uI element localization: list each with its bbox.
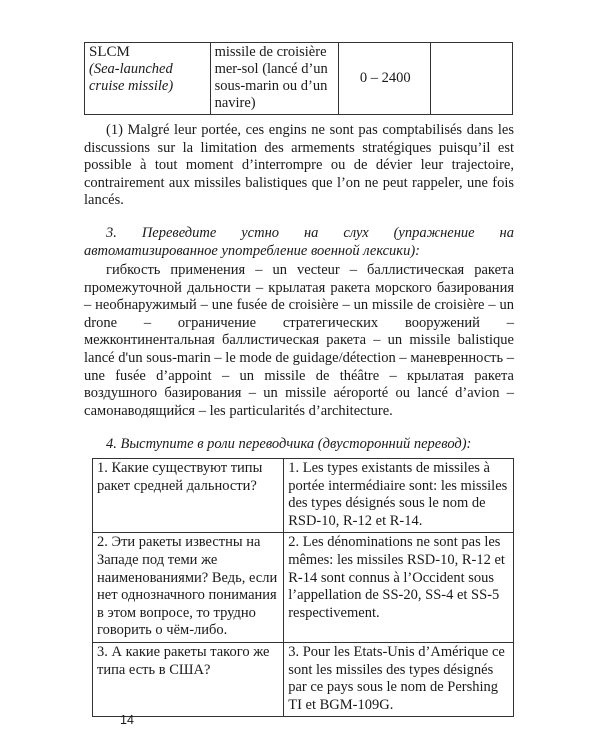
missile-range-cell: 0 – 2400 [339, 43, 431, 115]
interpretation-table [92, 458, 514, 717]
missile-full-name: (Sea-launched cruise missile) [89, 61, 174, 94]
exercise-4-title: 4. Выступите в роли переводчика (двусторонний перевод): [106, 436, 472, 452]
table-row [93, 642, 514, 716]
russian-line-2: 2. Эти ракеты известны на Западе под теми же наименованиями? Ведь, если нет однозначного понимания в этом вопросе, то трудно говорить о чём-либо. [93, 533, 284, 643]
french-line-3: 3. Pour les Etats-Unis d’Amérique ce sont les missiles des types désignés par ce pays sous le nom de Pershing TI et BGM-109G. [284, 642, 514, 716]
russian-line-3: 3. А какие ракеты такого же типа есть в США? [93, 642, 284, 716]
table-row [93, 459, 514, 533]
table-row [93, 533, 514, 643]
french-line-2: 2. Les dénominations ne sont pas les mêmes: les missiles RSD-10, R-12 et R-14 sont connus à l’Occident sous l’appellation de SS-20, SS-4 et SS-5 respectivement. [284, 533, 514, 643]
missile-table [84, 42, 513, 115]
table-row [85, 43, 513, 115]
french-line-1: 1. Les types existants de missiles à portée intermédiaire sont: les missiles des types désignés sous le nom de RSD-10, R-12 et R-14. [284, 459, 514, 533]
page-number: 14 [120, 713, 134, 727]
exercise-3-title: 3. Переведите устно на слух (упражнение на автоматизированное употребление военной лексики): [84, 225, 514, 259]
missile-extra-cell [431, 43, 513, 115]
missile-abbreviation-cell [85, 43, 211, 115]
russian-line-1: 1. Какие существуют типы ракет средней дальности? [93, 459, 284, 533]
exercise-3-body: гибкость применения – un vecteur – баллистическая ракета промежуточной дальности – крылатая ракета морского базирования – необнаружимый – une fusée de croisière – un missile de croisière – un drone – ограничение стратегических вооружений – межконтинентальная баллистическая ракета – un missile balistique lancé d'un sous-marin – le mode de guidage/détection – маневренность – une fusée d’appoint – un missile de théâtre – крылатая ракета воздушного базирования – un missile aéroporté ou lancé d’avion – самонаводящийся – les particularités d’architecture. [84, 262, 514, 419]
missile-type-cell: missile de croisière mer-sol (lancé d’un sous-marin ou d’un navire) [210, 43, 339, 115]
footnote-paragraph: (1) Malgré leur portée, ces engins ne sont pas comptabilisés dans les discussions sur la limitation des armements stratégiques puisqu’il est possible à tout moment d’interrompre ou de dévier leur trajectoire, contrairement aux missiles balistiques que l’on ne peut rappeler, une fois lancés. [84, 122, 514, 209]
missile-abbreviation: SLCM [89, 44, 130, 60]
